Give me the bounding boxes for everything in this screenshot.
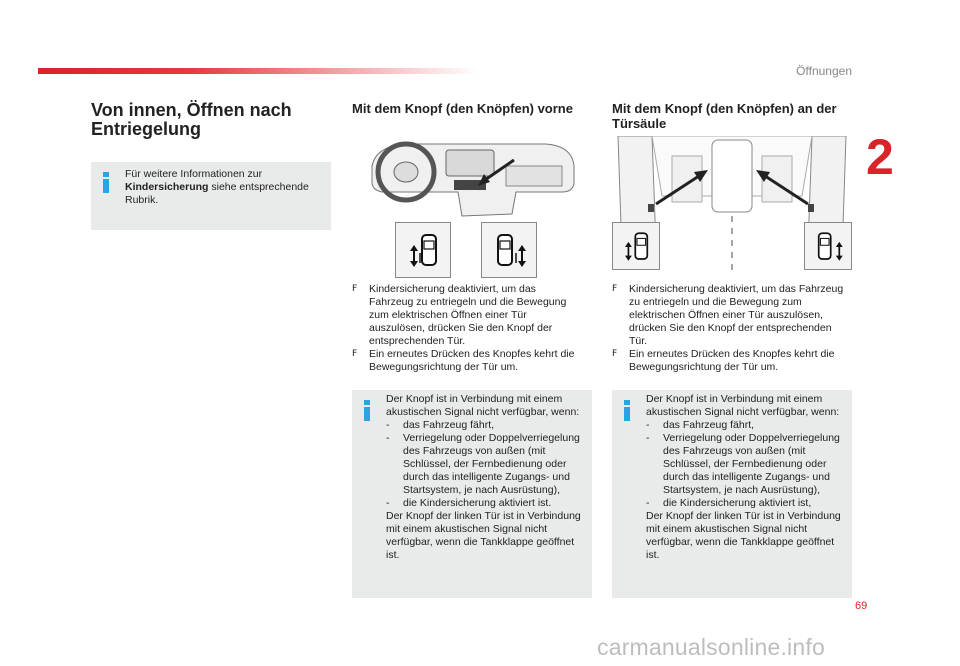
note-outro: Der Knopf der linken Tür ist in Verbindung mit einem akustischen Signal nicht verfügbar, wenn die Tankklappe geöffnet ist. (646, 510, 841, 561)
note-box-front (352, 390, 592, 598)
note-intro: Der Knopf ist in Verbindung mit einem akustischen Signal nicht verfügbar, wenn: (386, 393, 580, 418)
list-item (646, 497, 850, 510)
info-icon (624, 400, 630, 421)
front-bullets (352, 283, 580, 374)
dash-marker: - (646, 432, 650, 444)
info-box-child-lock (91, 162, 331, 230)
list-item (386, 497, 590, 510)
note-intro: Der Knopf ist in Verbindung mit einem akustischen Signal nicht verfügbar, wenn: (646, 393, 840, 418)
bullet-text: Kindersicherung deaktiviert, um das Fahrzeug zu entriegeln und die Bewegung zum elektrischen Öffnen einer Tür auszulösen, drücken Sie den Knopf der entsprechenden Tür. (369, 283, 567, 347)
dashboard-illustration (366, 136, 578, 218)
main-title: Von innen, Öffnen nach Entriegelung (91, 100, 292, 139)
list-item (352, 283, 580, 348)
list-item (646, 419, 850, 432)
bullet-text: Ein erneutes Drücken des Knopfes kehrt die Bewegungsrichtung der Tür um. (629, 348, 835, 373)
sliding-door-left-icon (613, 223, 661, 271)
door-button-left (395, 222, 451, 278)
info-icon (364, 400, 370, 421)
note-item: Verriegelung oder Doppelverriegelung des Fahrzeugs von außen (mit Schlüssel, der Fernbedienung oder durch das intelligente Zugangs- und Startsystem, je nach Ausrüstung), (663, 432, 840, 496)
info-text-prefix: Für weitere Informationen zur (125, 168, 263, 180)
note-item: die Kindersicherung aktiviert ist. (403, 497, 552, 509)
sliding-door-right-icon (805, 223, 853, 271)
list-item (386, 419, 590, 432)
list-item (386, 432, 590, 497)
bullet-marker: F (352, 284, 358, 294)
note-item: die Kindersicherung aktiviert ist, (663, 497, 812, 509)
list-item (352, 348, 580, 374)
info-text (125, 168, 325, 207)
info-icon (103, 172, 109, 193)
info-text-bold: Kindersicherung (125, 181, 209, 193)
pillar-bullets (612, 283, 844, 374)
bullet-text: Ein erneutes Drücken des Knopfes kehrt die Bewegungsrichtung der Tür um. (369, 348, 575, 373)
chapter-color-bar (38, 68, 478, 74)
pillar-buttons-title: Mit dem Knopf (den Knöpfen) an der Türsäule (612, 101, 837, 131)
dash-marker: - (386, 432, 390, 444)
sliding-door-left-icon (396, 223, 452, 279)
pillar-button-right (804, 222, 852, 270)
dash-marker: - (386, 497, 390, 509)
door-button-right (481, 222, 537, 278)
bullet-marker: F (612, 349, 618, 359)
bullet-marker: F (352, 349, 358, 359)
bullet-text: Kindersicherung deaktiviert, um das Fahrzeug zu entriegeln und die Bewegung zum elektrischen Öffnen einer Tür auszulösen, drücken Sie den Knopf der entsprechenden Tür. (629, 283, 844, 347)
note-item: Verriegelung oder Doppelverriegelung des Fahrzeugs von außen (mit Schlüssel, der Fernbedienung oder durch das intelligente Zugangs- und Startsystem, je nach Ausrüstung), (403, 432, 580, 496)
info-text-suffix: siehe entsprechende Rubrik. (125, 181, 309, 206)
sliding-door-right-icon (482, 223, 538, 279)
note-box-pillar (612, 390, 852, 598)
dash-marker: - (646, 497, 650, 509)
dash-marker: - (386, 419, 390, 431)
pillar-button-left (612, 222, 660, 270)
list-item (612, 283, 844, 348)
note-text (646, 393, 850, 562)
note-outro: Der Knopf der linken Tür ist in Verbindung mit einem akustischen Signal nicht verfügbar, wenn die Tankklappe geöffnet ist. (386, 510, 581, 561)
note-text (386, 393, 590, 562)
front-buttons-title: Mit dem Knopf (den Knöpfen) vorne (352, 101, 573, 116)
note-item: das Fahrzeug fährt, (663, 419, 755, 431)
list-item (646, 432, 850, 497)
dash-marker: - (646, 419, 650, 431)
page-number: 69 (855, 600, 868, 612)
note-item: das Fahrzeug fährt, (403, 419, 495, 431)
bullet-marker: F (612, 284, 618, 294)
chapter-number: 2 (866, 129, 894, 185)
section-title: Öffnungen (796, 64, 852, 78)
list-item (612, 348, 844, 374)
watermark: carmanualsonline.info (597, 634, 825, 660)
